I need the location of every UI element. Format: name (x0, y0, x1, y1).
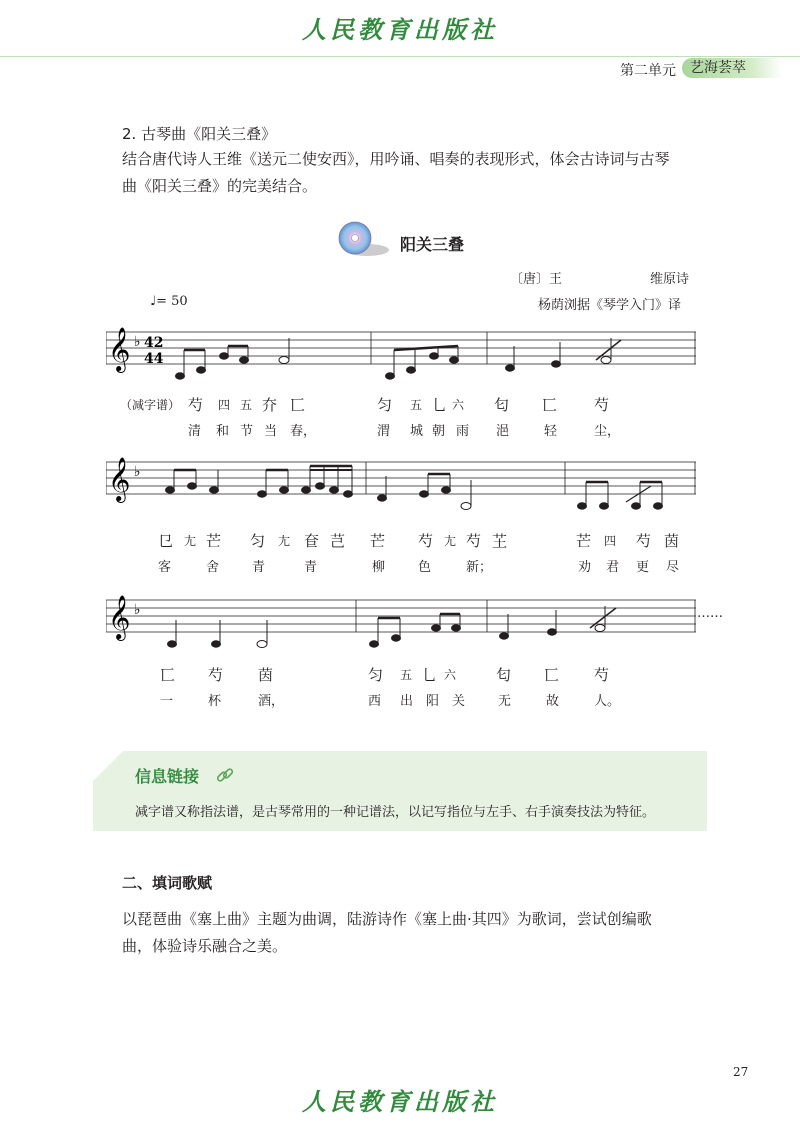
author-name: 维原诗 (650, 272, 690, 287)
lyric-char: 无 (498, 694, 512, 709)
publisher-logo: 人民教育出版社 (302, 15, 498, 44)
jianzi-char: 六 (452, 398, 465, 412)
jianzi-char: 匀 (250, 532, 266, 550)
jianzi-char: 夰 (262, 396, 278, 414)
lyric-char: 新； (466, 560, 493, 575)
jianzi-char: 芒 (206, 532, 222, 550)
lyric-char: 客 (158, 560, 172, 575)
lyric-char: 阳 (426, 694, 440, 709)
author-dynasty: 〔唐〕王 (510, 272, 563, 287)
staff-row-1 (106, 316, 696, 396)
jianzi-char: 尢 (444, 534, 457, 548)
jianzi-char: 匸 (542, 396, 558, 414)
intro-line-2: 曲《阳关三叠》的完美结合。 (122, 177, 318, 195)
svg-text:𝄞: 𝄞 (108, 327, 131, 371)
svg-text:♭: ♭ (134, 464, 141, 480)
svg-text:44: 44 (144, 351, 164, 367)
lyric-char: 城 (410, 424, 424, 439)
notation-label: （减字谱） (120, 398, 181, 412)
lyric-char: 人。 (594, 694, 621, 709)
lyric-char: 尽 (666, 560, 680, 575)
unit-name-tab: 艺海荟萃 (682, 58, 782, 78)
jianzi-char: 匂 (494, 396, 510, 414)
translator-credit: 杨荫浏据《琴学入门》译 (538, 298, 682, 313)
svg-text:𝄞: 𝄞 (108, 595, 131, 639)
jianzi-char: 匸 (160, 666, 176, 684)
jianzi-char: 芍 (188, 396, 204, 414)
jianzi-char: 芏 (492, 532, 508, 550)
svg-text:♭: ♭ (134, 602, 141, 618)
section-heading: 2. 古琴曲《阳关三叠》 (122, 125, 277, 143)
jianzi-char: 五 (410, 398, 423, 412)
lyric-char: 和 (216, 424, 230, 439)
jianzi-char: 芍 (418, 532, 434, 550)
lyric-char: 故 (546, 694, 560, 709)
lyric-char: 舍 (206, 560, 220, 575)
jianzi-char: 乚 (422, 666, 438, 684)
tempo-marking: ♩= 50 (150, 294, 188, 309)
lyric-char: 当 (264, 424, 278, 439)
header-divider (0, 56, 800, 57)
lyric-char: 轻 (544, 424, 558, 439)
jianzi-char: 㔾 (158, 532, 174, 550)
section-2-line-1: 以琵琶曲《塞上曲》主题为曲调，陆游诗作《塞上曲·其四》为歌词，尝试创编歌 (122, 910, 652, 928)
jianzi-char: 四 (218, 398, 231, 412)
jianzi-char: 五 (400, 668, 413, 682)
publisher-logo-footer: 人民教育出版社 (302, 1087, 498, 1116)
jianzi-char: 六 (444, 668, 457, 682)
jianzi-char: 五 (240, 398, 253, 412)
svg-text:𝄞: 𝄞 (108, 457, 131, 501)
jianzi-char: 芍 (208, 666, 224, 684)
jianzi-char: 茵 (258, 666, 274, 684)
jianzi-char: 芒 (370, 532, 386, 550)
lyrics-row-2 (0, 556, 800, 574)
lyric-char: 出 (400, 694, 414, 709)
jianzi-row-1 (0, 394, 800, 414)
continuation-ellipsis: …… (697, 606, 723, 621)
jianzi-char: 匂 (496, 666, 512, 684)
score-title: 阳关三叠 (400, 235, 465, 254)
lyric-char: 青 (304, 560, 318, 575)
lyric-char: 尘， (594, 424, 621, 439)
lyric-char: 春， (290, 424, 317, 439)
jianzi-char: 尢 (184, 534, 197, 548)
lyric-char: 酒， (258, 694, 285, 709)
page-number: 27 (733, 1065, 749, 1079)
info-title: 信息链接 (135, 767, 200, 786)
jianzi-char: 茵 (664, 532, 680, 550)
jianzi-char: 奆 (304, 532, 320, 550)
jianzi-char: 四 (604, 534, 617, 548)
lyric-char: 朝 (432, 424, 446, 439)
staff-row-2 (106, 446, 696, 526)
section-2-line-2: 曲，体验诗乐融合之美。 (122, 937, 288, 955)
jianzi-row-2 (0, 530, 800, 552)
jianzi-char: 匀 (377, 396, 393, 414)
jianzi-char: 尢 (278, 534, 291, 548)
lyric-char: 西 (368, 694, 382, 709)
lyric-char: 杯 (208, 694, 222, 709)
lyric-char: 一 (160, 694, 174, 709)
lyric-char: 浥 (496, 424, 510, 439)
jianzi-char: 芍 (636, 532, 652, 550)
jianzi-char: 芒 (576, 532, 592, 550)
lyric-char: 清 (188, 424, 202, 439)
lyric-char: 雨 (456, 424, 470, 439)
lyric-char: 柳 (372, 560, 386, 575)
lyric-char: 君 (606, 560, 620, 575)
lyric-char: 劝 (578, 560, 592, 575)
lyric-char: 色 (418, 560, 432, 575)
intro-line-1: 结合唐代诗人王维《送元二使安西》，用吟诵、唱奏的表现形式，体会古诗词与古琴 (122, 150, 670, 168)
info-text: 减字谱又称指法谱，是古琴常用的一种记谱法，以记写指位与左手、右手演奏技法为特征。 (135, 805, 656, 820)
lyric-char: 渭 (377, 424, 391, 439)
svg-text:42: 42 (144, 335, 164, 351)
jianzi-char: 匸 (544, 666, 560, 684)
lyric-char: 关 (452, 694, 466, 709)
link-icon (215, 765, 235, 785)
lyrics-row-1 (0, 420, 800, 438)
staff-row-3 (106, 584, 696, 664)
lyric-char: 节 (240, 424, 254, 439)
svg-text:♭: ♭ (134, 334, 141, 350)
unit-prefix: 第二单元 (620, 63, 676, 79)
lyric-char: 青 (252, 560, 266, 575)
jianzi-char: 芍 (594, 666, 610, 684)
jianzi-char: 匀 (368, 666, 384, 684)
jianzi-char: 芍 (594, 396, 610, 414)
section-2-heading: 二、填词歌赋 (122, 874, 213, 892)
audio-cd-icon[interactable] (333, 220, 391, 258)
jianzi-row-3 (0, 664, 800, 684)
jianzi-char: 芑 (330, 532, 346, 550)
lyrics-row-3 (0, 690, 800, 708)
jianzi-char: 匸 (290, 396, 306, 414)
jianzi-char: 芍 (466, 532, 482, 550)
lyric-char: 更 (636, 560, 650, 575)
jianzi-char: 乚 (432, 396, 448, 414)
